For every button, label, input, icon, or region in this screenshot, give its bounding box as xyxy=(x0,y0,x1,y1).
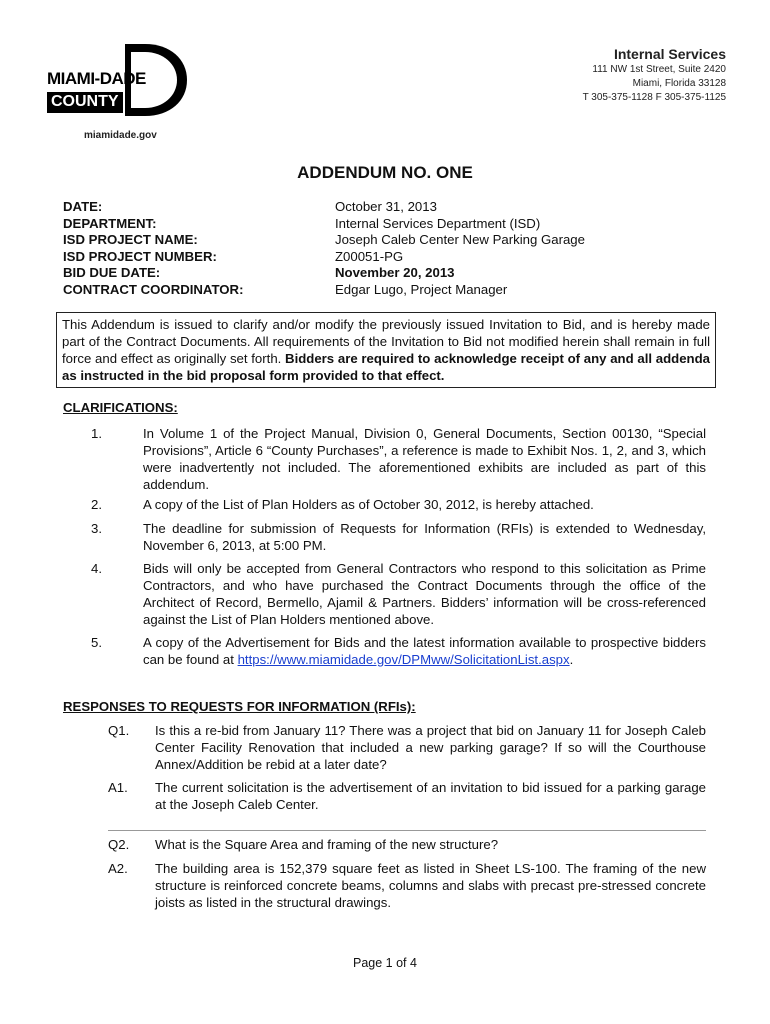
qa-key: Q2. xyxy=(108,837,130,852)
qa-text: What is the Square Area and framing of the new structure? xyxy=(155,837,499,852)
meta-label: DEPARTMENT: xyxy=(63,215,157,231)
clarification-item xyxy=(63,520,706,554)
notice-bold-text: Bidders are required to acknowledge receipt of any and all addenda as instructed in the bid proposal form provided to that effect. xyxy=(62,351,710,383)
clarification-item xyxy=(63,634,706,668)
item-number: 4. xyxy=(91,561,102,576)
address-line-2: Miami, Florida 33128 xyxy=(632,78,726,89)
notice-box xyxy=(56,312,716,388)
rfi-answer xyxy=(108,779,706,813)
rfi-answer xyxy=(108,860,706,911)
meta-value: October 31, 2013 xyxy=(335,199,437,214)
website-link[interactable]: miamidade.gov xyxy=(84,130,157,141)
logo-county-text: COUNTY xyxy=(47,92,123,113)
org-address-block xyxy=(583,45,726,105)
org-name: Internal Services xyxy=(613,46,726,62)
clarification-item xyxy=(63,496,706,513)
qa-text: The building area is 152,379 square feet as listed in Sheet LS-100. The framing of the new structure is reinforced concrete beams, columns and slabs with precast pre-stressed concrete joists as listed in the structural drawings. xyxy=(155,861,706,910)
meta-value: Edgar Lugo, Project Manager xyxy=(335,281,508,297)
qa-key: A2. xyxy=(108,861,128,876)
clarification-item xyxy=(63,560,706,628)
meta-label: BID DUE DATE: xyxy=(63,265,161,280)
logo-text: MIAMI-DADE xyxy=(47,69,146,88)
meta-label: ISD PROJECT NAME: xyxy=(63,232,198,247)
qa-key: Q1. xyxy=(108,723,130,738)
bid-due-date-value: November 20, 2013 xyxy=(335,265,455,280)
meta-value: Z00051-PG xyxy=(335,248,404,264)
item-text: Bids will only be accepted from General Contractors who respond to this solicitation as Prime Contractors, and who have purchased the Contract Documents through the office of the Architect of Record, Bermello, Ajamil & Partners. Bidders’ information will be cross-referenced against the List of Plan Holders mentioned above. xyxy=(143,561,706,627)
meta-row xyxy=(63,249,585,266)
item-number: 1. xyxy=(91,426,102,441)
meta-value: Joseph Caleb Center New Parking Garage xyxy=(335,232,585,247)
meta-block xyxy=(63,199,585,298)
meta-row xyxy=(63,282,585,299)
item-text: A copy of the List of Plan Holders as of October 30, 2012, is hereby attached. xyxy=(143,497,594,512)
meta-label: DATE: xyxy=(63,199,103,214)
clarifications-heading: CLARIFICATIONS: xyxy=(63,400,178,415)
address-line-1: 111 NW 1st Street, Suite 2420 xyxy=(592,64,726,75)
meta-row xyxy=(63,216,585,233)
qa-key: A1. xyxy=(108,780,128,795)
item-text: A copy of the Advertisement for Bids and the latest information available to prospective bidders can be found at https://www.miamidade.gov/DPMww/SolicitationList.aspx. xyxy=(143,635,706,667)
phone-line: T 305-375-1128 F 305-375-1125 xyxy=(582,92,726,103)
meta-row xyxy=(63,265,585,282)
separator-line xyxy=(108,830,706,831)
rfi-question xyxy=(108,836,706,853)
meta-label: ISD PROJECT NUMBER: xyxy=(63,248,217,264)
clarification-item xyxy=(63,425,706,493)
item-text: The deadline for submission of Requests for Information (RFIs) is extended to Wednesday, November 6, 2013, at 5:00 PM. xyxy=(143,521,706,553)
item-number: 2. xyxy=(91,497,102,512)
document-title: ADDENDUM NO. ONE xyxy=(297,163,473,182)
meta-label: CONTRACT COORDINATOR: xyxy=(63,281,244,297)
rfi-question xyxy=(108,722,706,773)
page-number: Page 1 of 4 xyxy=(353,956,417,970)
qa-text: The current solicitation is the advertisement of an invitation to bid issued for a parking garage at the Joseph Caleb Center. xyxy=(155,780,706,812)
rfi-heading: RESPONSES TO REQUESTS FOR INFORMATION (RFIs): xyxy=(63,699,416,714)
notice-text: This Addendum is issued to clarify and/or modify the previously issued Invitation to Bid, and is hereby made part of the Contract Documents. All requirements of the Invitation to Bid not modified herein shall remain in full force and effect as originally set forth. xyxy=(62,317,710,366)
item-number: 5. xyxy=(91,635,102,650)
qa-text: Is this a re-bid from January 11? There was a project that bid on January 11 for Joseph Caleb Center Facility Renovation that included a new parking garage? If so will the Courthouse Annex/Addition be rebid at a later date? xyxy=(155,723,706,772)
item-text: In Volume 1 of the Project Manual, Division 0, General Documents, Section 00130, “Special Provisions”, Article 6 “County Purchases”, a reference is made to Exhibit Nos. 1, 2, and 3, which were inadvertently not included. The aforementioned exhibits are included as part of this addendum. xyxy=(143,426,706,492)
meta-row xyxy=(63,199,585,216)
item-number: 3. xyxy=(91,521,102,536)
solicitation-list-link[interactable]: https://www.miamidade.gov/DPMww/SolicitationList.aspx xyxy=(237,652,570,667)
meta-value: Internal Services Department (ISD) xyxy=(335,215,541,231)
meta-row xyxy=(63,232,585,249)
